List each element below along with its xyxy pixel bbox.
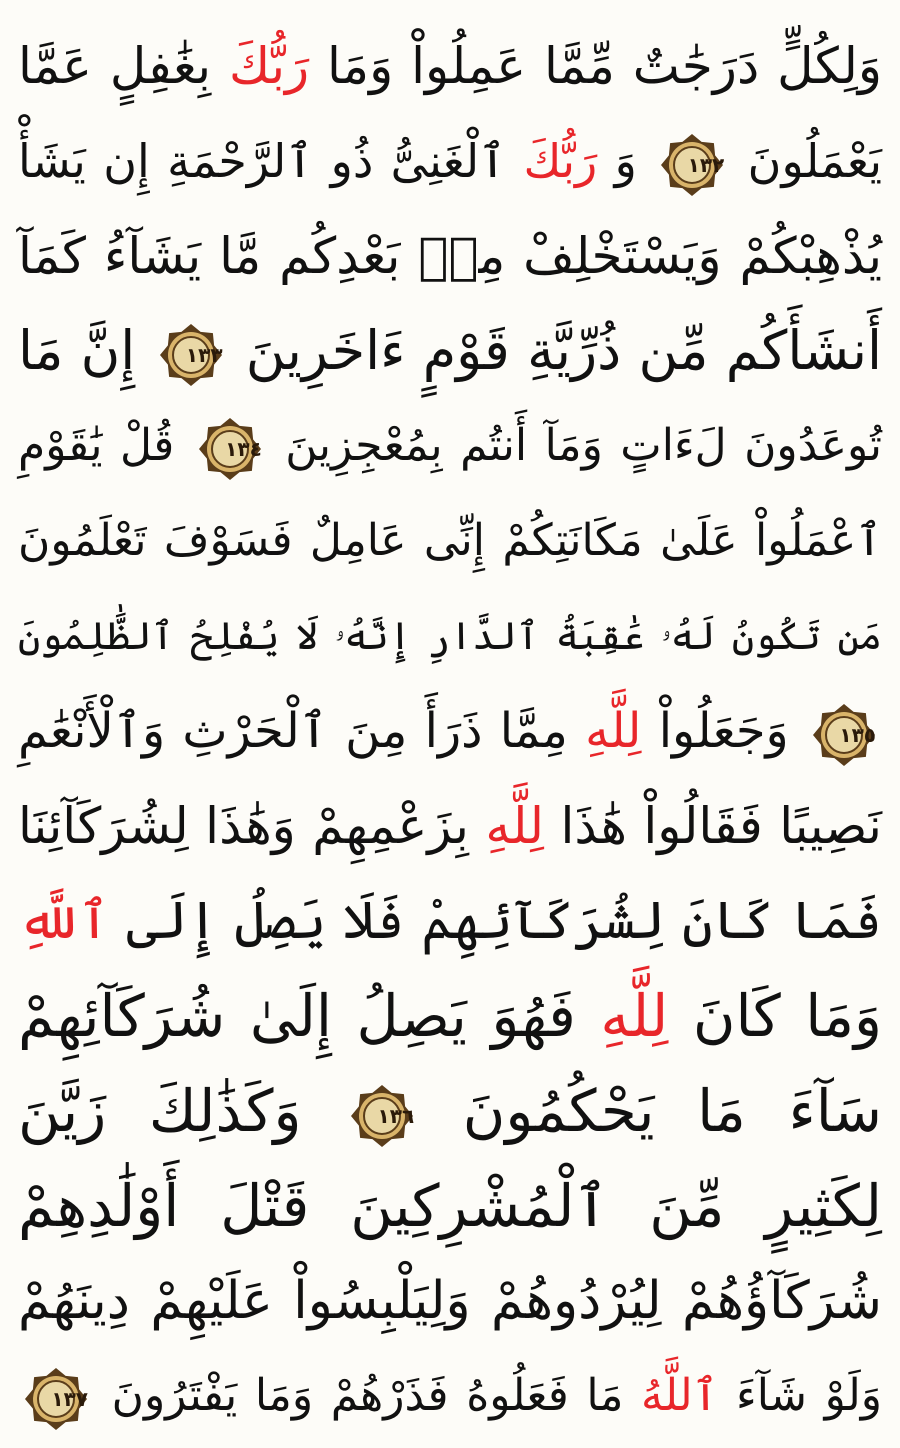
verse-text: وَلِكُلٍّ دَرَجَٰتٌ مِّمَّا عَمِلُواْ وَمَا — [327, 37, 882, 95]
verse-text: سَآءَ مَا يَحْكُمُونَ — [462, 1077, 883, 1145]
verse-text: أَنشَأَكُم مِّن ذُرِّيَّةِ قَوْمٍ ءَاخَرِينَ — [245, 319, 883, 382]
divine-name: ٱللَّهُ — [641, 1370, 719, 1421]
verse-text: وَمَا كَانَ — [692, 982, 883, 1050]
divine-name: ٱللَّهِ — [18, 891, 110, 951]
text-line — [18, 1063, 882, 1163]
verse-number-marker — [198, 417, 262, 481]
verse-number-marker — [159, 323, 223, 387]
verse-text: إِنَّ مَا — [18, 319, 136, 382]
text-line — [18, 968, 882, 1068]
verse-number: ١٣٣ — [185, 343, 223, 367]
divine-name: لِلَّهِ — [485, 797, 544, 855]
verse-text: بِغَٰفِلٍ عَمَّا — [18, 37, 212, 95]
verse-number: ١٣٥ — [839, 722, 876, 747]
divine-name: لِلَّهِ — [600, 982, 669, 1050]
verse-text: قُلْ يَٰقَوْمِ — [18, 420, 175, 471]
divine-name: رَبُّكَ — [523, 134, 598, 188]
verse-text: فَهُوَ يَصِلُ إِلَىٰ شُرَكَآئِهِمْ — [18, 982, 576, 1050]
text-line — [18, 778, 882, 878]
verse-text: ٱلْغَنِىُّ ذُو ٱلرَّحْمَةِ إِن يَشَأْ — [18, 134, 507, 188]
verse-text: وَجَعَلُواْ — [658, 703, 789, 759]
verse-number: ١٣٢ — [687, 153, 725, 177]
verse-number: ١٣٦ — [377, 1103, 415, 1128]
verse-text: نَصِيبًا فَقَالُواْ هَٰذَا — [560, 797, 882, 855]
verse-number: ١٣٧ — [51, 1386, 88, 1411]
text-line — [18, 1253, 882, 1353]
verse-number-marker — [812, 703, 876, 767]
text-line — [18, 683, 882, 783]
verse-text: ٱعْمَلُواْ عَلَىٰ مَكَانَتِكُمْ إِنِّى عَامِلٌ فَسَوْفَ تَعْلَمُونَ — [18, 515, 882, 566]
text-line — [18, 493, 882, 593]
divine-name: لِلَّهِ — [585, 703, 642, 759]
verse-text: تُوعَدُونَ لَءَاتٍ وَمَآ أَنتُم بِمُعْجِزِينَ — [285, 420, 882, 471]
verse-text: مِمَّا ذَرَأَ مِنَ ٱلْحَرْثِ وَٱلْأَنْعَٰمِ — [18, 703, 568, 759]
verse-text: يَعْمَلُونَ — [747, 134, 883, 188]
verse-number-marker — [24, 1367, 88, 1431]
text-line — [18, 113, 882, 213]
verse-number-marker — [660, 133, 724, 197]
text-line — [18, 588, 882, 688]
text-line — [18, 398, 882, 498]
text-line — [18, 18, 882, 118]
verse-text: مَا فَعَلُوهُ فَذَرْهُمْ وَمَا يَفْتَرُونَ — [111, 1370, 624, 1421]
verse-text: وَكَذَٰلِكَ زَيَّنَ — [18, 1077, 302, 1145]
verse-number: ١٣٤ — [225, 436, 262, 461]
text-line — [18, 303, 882, 403]
text-line — [18, 1158, 882, 1258]
text-line — [18, 208, 882, 308]
verse-text: وَلَوْ شَآءَ — [736, 1370, 882, 1421]
verse-text: بِزَعْمِهِمْ وَهَٰذَا لِشُرَكَآئِنَا — [18, 797, 469, 855]
verse-text: شُرَكَآؤُهُمْ لِيُرْدُوهُمْ وَلِيَلْبِسُواْ عَلَيْهِمْ دِينَهُمْ — [18, 1271, 882, 1331]
divine-name: رَبُّكَ — [228, 37, 310, 95]
verse-number-marker — [350, 1084, 414, 1148]
verse-text: لِكَثِيرٍ مِّنَ ٱلْمُشْرِكِينَ قَتْلَ أَوْلَٰدِهِمْ — [18, 1172, 882, 1240]
verse-text: فَمَا كَانَ لِشُرَكَآئِهِمْ فَلَا يَصِلُ إِلَى — [126, 891, 882, 951]
text-line — [18, 873, 882, 973]
verse-text: مَن تَكُونُ لَهُۥ عَٰقِبَةُ ٱلدَّارِ إِنَّهُۥ لَا يُفْلِحُ ٱلظَّٰلِمُونَ — [18, 614, 882, 658]
text-line — [18, 1348, 882, 1448]
verse-text: وَ — [614, 134, 637, 188]
verse-text: يُذْهِبْكُمْ وَيَسْتَخْلِفْ مِنۢ بَعْدِكُم مَّا يَشَآءُ كَمَآ — [18, 227, 882, 285]
